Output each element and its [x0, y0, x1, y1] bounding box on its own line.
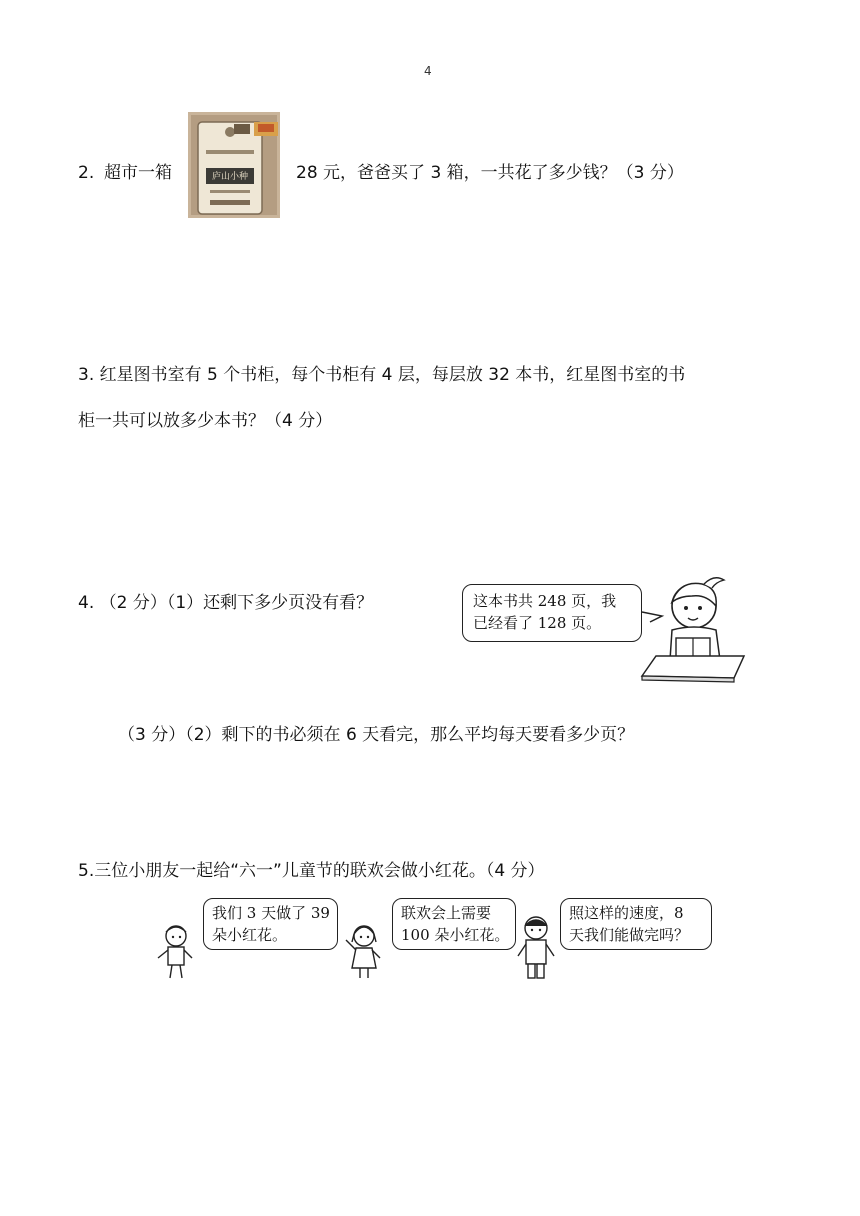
q4-bubble-line1: 这本书共 248 页，我 — [473, 592, 617, 610]
q5-bubble-1 — [203, 898, 338, 950]
q5-bubble1-line2: 朵小红花。 — [212, 926, 288, 944]
product-label: 庐山小种 — [211, 172, 248, 182]
q2-text-before: 超市一箱 — [104, 163, 172, 183]
girl-illustration — [342, 922, 388, 982]
girl-reading-illustration — [636, 572, 748, 686]
boy-2-illustration — [514, 912, 560, 982]
q5-bubble3-line2: 天我们能做完吗？ — [569, 926, 690, 944]
q5-bubble-3 — [560, 898, 712, 950]
q4-part1: 4. （2 分）（1）还剩下多少页没有看？ — [78, 593, 374, 613]
boy-1-illustration — [152, 922, 198, 982]
q4-bubble-line2: 已经看了 128 页。 — [473, 614, 602, 632]
q5-bubble3-line1: 照这样的速度，8 — [569, 904, 684, 922]
q5-bubble1-line1: 我们 3 天做了 39 — [212, 904, 330, 922]
q5-bubble2-line1: 联欢会上需要 — [401, 904, 492, 922]
tea-box-image — [188, 112, 280, 218]
q3-line1: 3. 红星图书室有 5 个书柜，每个书柜有 4 层，每层放 32 本书，红星图书室的书 — [78, 365, 686, 385]
q5-bubble-2 — [392, 898, 516, 950]
q5-text: 5.三位小朋友一起给“六一”儿童节的联欢会做小红花。（4 分） — [78, 861, 545, 881]
page-number: 4 — [424, 64, 432, 78]
q4-speech-bubble — [462, 584, 642, 642]
q2-text-after: 28 元，爸爸买了 3 箱，一共花了多少钱？（3 分） — [296, 163, 684, 183]
q5-bubble2-line2: 100 朵小红花。 — [401, 926, 510, 944]
q2-number: 2. — [78, 163, 95, 183]
q3-line2: 柜一共可以放多少本书？（4 分） — [78, 411, 333, 431]
q4-part2: （3 分）（2）剩下的书必须在 6 天看完，那么平均每天要看多少页？ — [118, 725, 635, 745]
